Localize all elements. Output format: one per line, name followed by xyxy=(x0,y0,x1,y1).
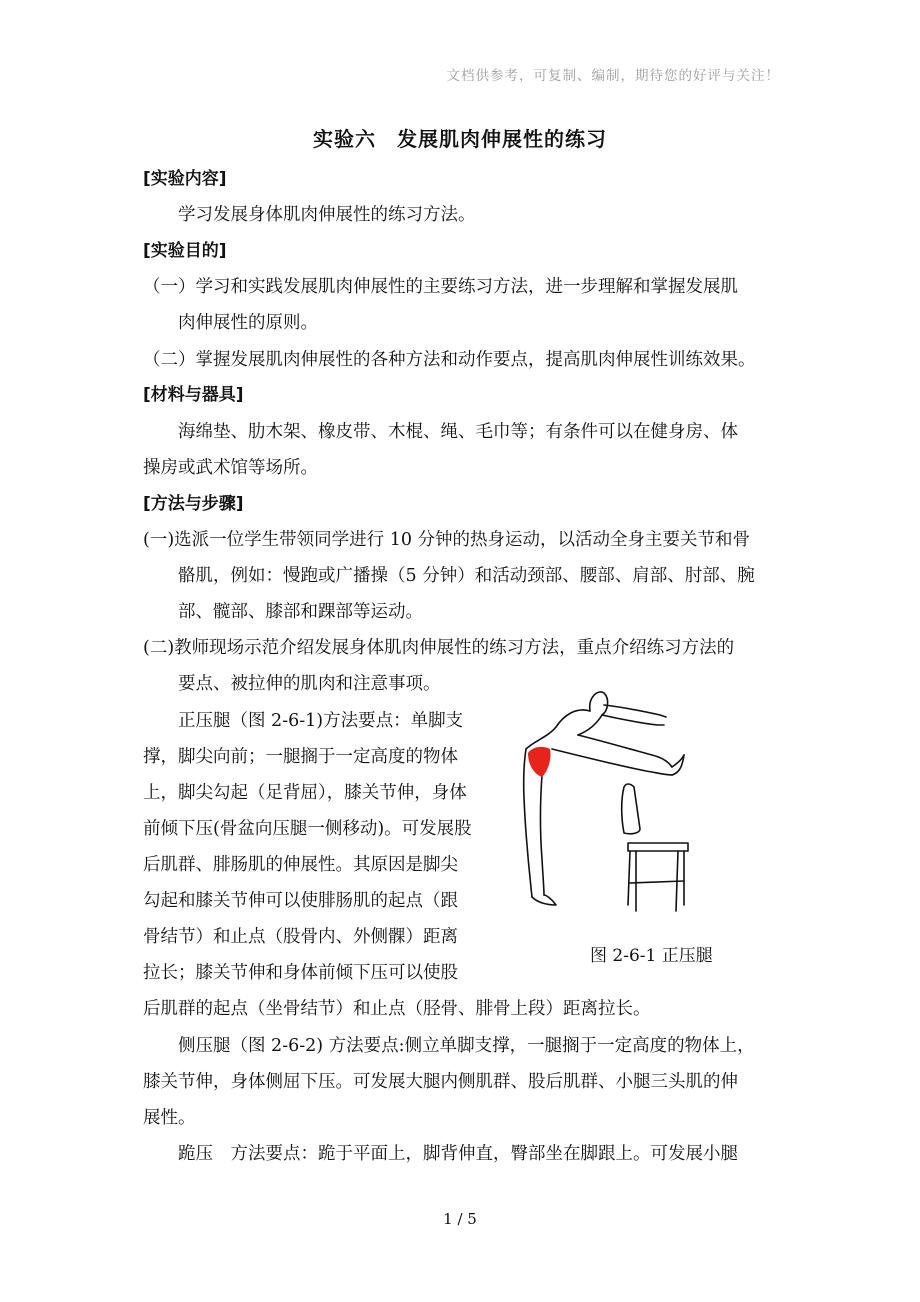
paragraph-line: （二）掌握发展肌肉伸展性的各种方法和动作要点，提高肌肉伸展性训练效果。 xyxy=(143,350,756,370)
section-heading-materials: [材料与器具] xyxy=(143,385,244,405)
paragraph-line: 肉伸展性的原则。 xyxy=(178,313,318,333)
paragraph-line: 上，脚尖勾起（足背屈），膝关节伸，身体 xyxy=(143,783,467,803)
paragraph-line: 后肌群、腓肠肌的伸展性。其原因是脚尖 xyxy=(143,855,458,875)
highlighted-muscle xyxy=(528,747,551,777)
paragraph-line: (一)选派一位学生带领同学进行 10 分钟的热身运动，以活动全身主要关节和骨 xyxy=(143,530,751,550)
paragraph-line: 跪压 方法要点：跪于平面上，脚背伸直，臀部坐在脚跟上。可发展小腿 xyxy=(178,1144,738,1164)
figure-caption: 图 2-6-1 正压腿 xyxy=(590,946,713,966)
paragraph-line: 海绵垫、肋木架、橡皮带、木棍、绳、毛巾等；有条件可以在健身房、体 xyxy=(178,422,738,442)
paragraph-line: 前倾下压(骨盆向压腿一侧移动)。可发展股 xyxy=(143,819,472,839)
paragraph-line: 撑，脚尖向前；一腿搁于一定高度的物体 xyxy=(143,747,458,767)
leg-stretch-figure xyxy=(512,683,702,918)
paragraph-line: 部、髋部、膝部和踝部等运动。 xyxy=(178,602,423,622)
paragraph-line: 侧压腿（图 2-6-2) 方法要点:侧立单脚支撑，一腿搁于一定高度的物体上， xyxy=(178,1036,755,1056)
paragraph-line: (二)教师现场示范介绍发展身体肌肉伸展性的练习方法，重点介绍练习方法的 xyxy=(143,638,735,658)
section-heading-content: [实验内容] xyxy=(143,169,227,189)
paragraph-line: 正压腿（图 2-6-1)方法要点：单脚支 xyxy=(178,711,464,731)
section-heading-purpose: [实验目的] xyxy=(143,241,227,261)
paragraph-line: 要点、被拉伸的肌肉和注意事项。 xyxy=(178,674,441,694)
paragraph-line: 后肌群的起点（坐骨结节）和止点（胫骨、腓骨上段）距离拉长。 xyxy=(143,999,651,1019)
paragraph-line: 拉长；膝关节伸和身体前倾下压可以使股 xyxy=(143,963,458,983)
paragraph-line: 骼肌，例如：慢跑或广播操（5 分钟）和活动颈部、腰部、肩部、肘部、腕 xyxy=(178,566,755,586)
page-title: 实验六 发展肌肉伸展性的练习 xyxy=(313,127,607,151)
paragraph-line: 骨结节）和止点（股骨内、外侧髁）距离 xyxy=(143,927,458,947)
paragraph-line: 勾起和膝关节伸可以使腓肠肌的起点（跟 xyxy=(143,891,458,911)
paragraph-line: （一）学习和实践发展肌肉伸展性的主要练习方法，进一步理解和掌握发展肌 xyxy=(143,277,738,297)
paragraph-line: 膝关节伸，身体侧屈下压。可发展大腿内侧肌群、股后肌群、小腿三头肌的伸 xyxy=(143,1072,738,1092)
paragraph-line: 操房或武术馆等场所。 xyxy=(143,458,318,478)
header-note: 文档供参考，可复制、编制，期待您的好评与关注！ xyxy=(446,68,780,84)
paragraph-line: 展性。 xyxy=(143,1108,196,1128)
paragraph-line: 学习发展身体肌肉伸展性的练习方法。 xyxy=(178,205,476,225)
section-heading-method: [方法与步骤] xyxy=(143,494,244,514)
page-number: 1 / 5 xyxy=(443,1210,477,1228)
